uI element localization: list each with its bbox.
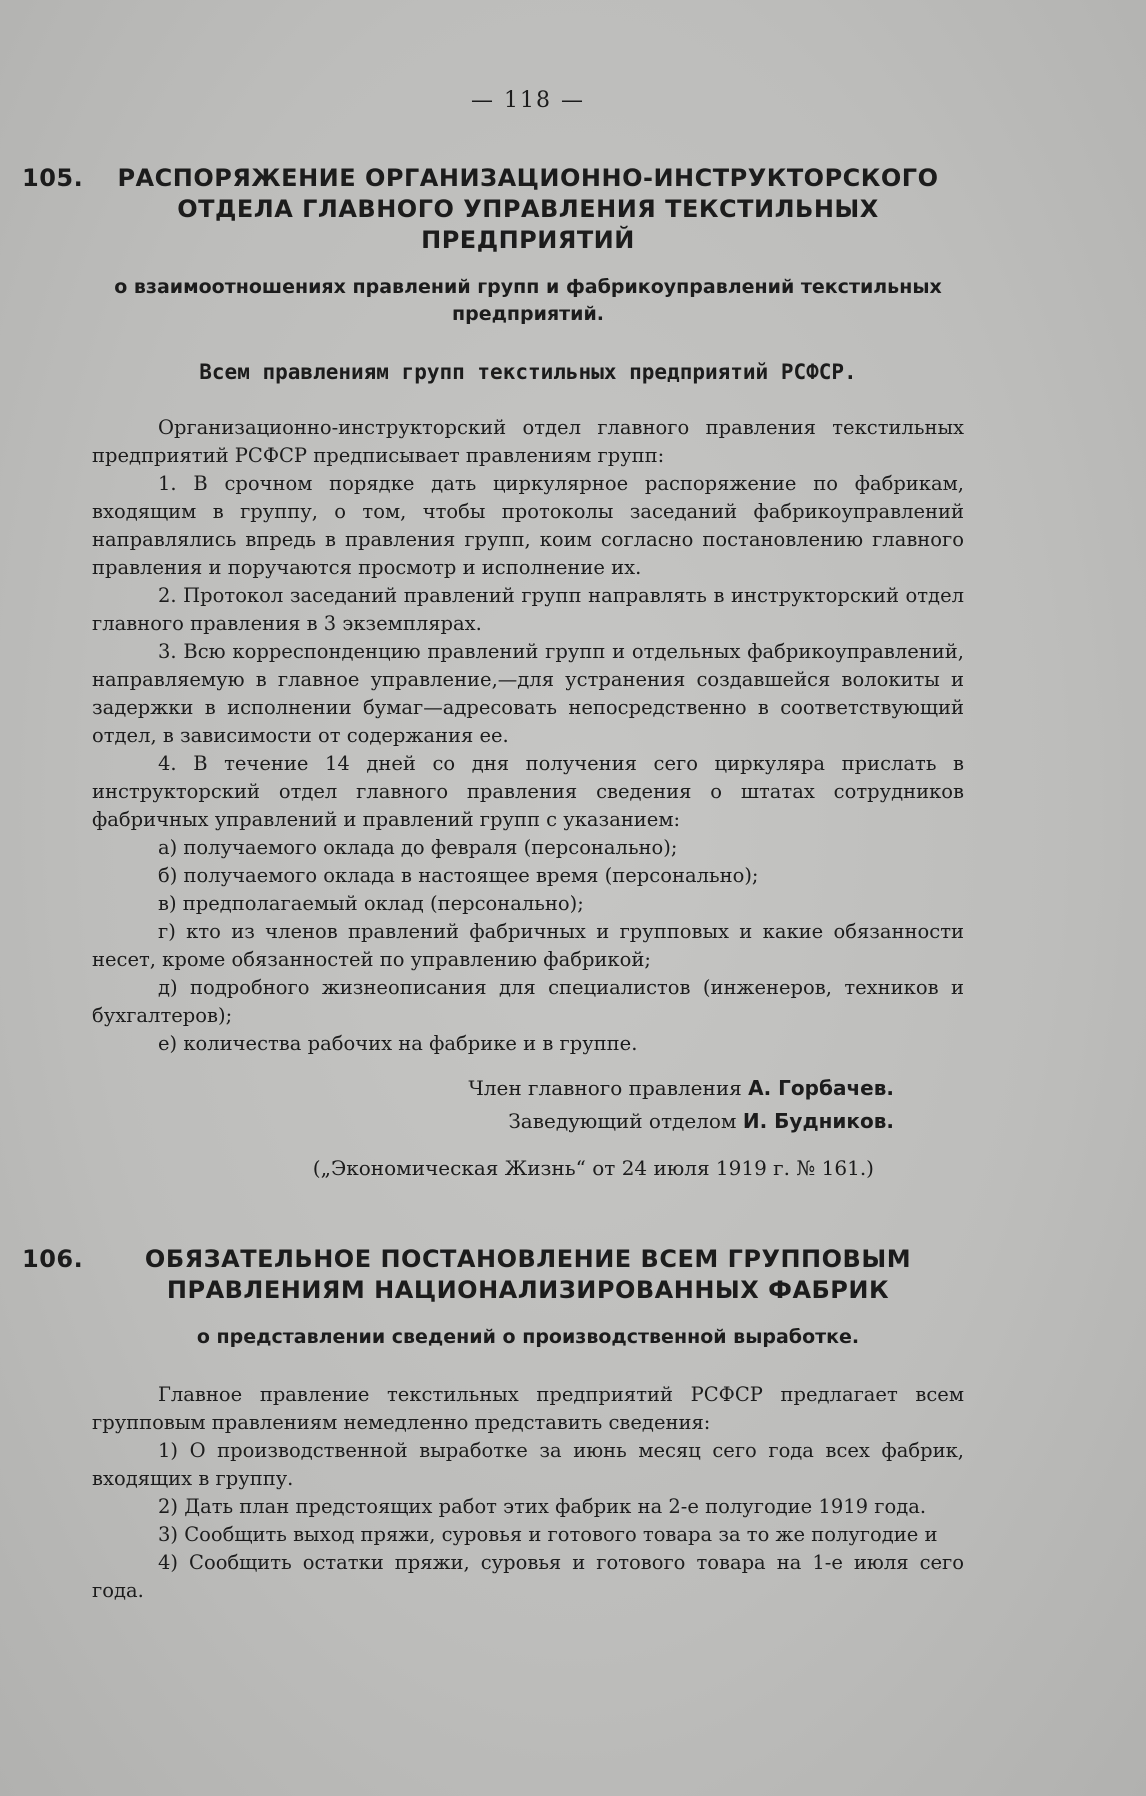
page-content (22, 88, 964, 1605)
section-106-title (22, 1244, 964, 1306)
signature-1-name: А. Горбачев. (748, 1076, 894, 1100)
section-106 (22, 1244, 964, 1605)
signature-1-role: Член главного правления (468, 1076, 742, 1100)
signature-2-role: Заведующий отделом (508, 1109, 737, 1133)
signature-2-name: И. Будников. (742, 1109, 894, 1133)
section-105-sub-e: е) количества рабочих на фабрике и в группе. (158, 1032, 638, 1055)
signatures (92, 1072, 964, 1138)
section-105-sub-g: г) кто из членов правлений фабричных и групповых и какие обязанности несет, кроме обязанностей по управлению фабрикой; (92, 920, 964, 971)
section-105-subtitle: о взаимоотношениях правлений групп и фабрикоуправлений текстильных предприятий. (114, 276, 942, 325)
section-105-number: 105. (22, 164, 84, 192)
section-106-item-3: 3) Сообщить выход пряжи, суровья и готового товара за то же полугодие и (158, 1523, 938, 1546)
section-106-number: 106. (22, 1245, 84, 1273)
section-106-item-1: 1) О производственной выработке за июнь месяц сего года всех фабрик, входящих в группу. (92, 1439, 964, 1490)
section-105-item-1: 1. В срочном порядке дать циркулярное распоряжение по фабрикам, входящим в группу, о том, чтобы протоколы заседаний фабрикоуправлений направлялись впредь в правления групп, коим согласно постановлению главного правления и поручаются просмотр и исполнение их. (92, 472, 964, 579)
section-105 (22, 163, 964, 1180)
section-106-item-4: 4) Сообщить остатки пряжи, суровья и готового товара на 1-е июля сего года. (92, 1551, 964, 1602)
section-105-addressee: Всем правлениям групп текстильных предприятий РСФСР. (199, 360, 857, 384)
section-105-item-2: 2. Протокол заседаний правлений групп направлять в инструкторский отдел главного правления в 3 экземплярах. (92, 584, 964, 635)
section-105-title (22, 163, 964, 256)
section-105-sub-a: а) получаемого оклада до февраля (персонально); (158, 836, 678, 859)
section-105-sub-v: в) предполагаемый оклад (персонально); (158, 892, 584, 915)
section-105-source: („Экономическая Жизнь“ от 24 июля 1919 г. № 161.) (312, 1156, 874, 1180)
section-105-item-3: 3. Всю корреспонденцию правлений групп и отдельных фабрикоуправлений, направляемую в главное управление,—для устранения создавшейся волокиты и задержки в исполнении бумаг—адресовать непосредственно в соответствующий отдел, в зависимости от содержания ее. (92, 640, 964, 747)
section-106-subtitle: о представлении сведений о производственной выработке. (196, 1326, 860, 1348)
section-105-title-text: РАСПОРЯЖЕНИЕ ОРГАНИЗАЦИОННО-ИНСТРУКТОРСКОГО ОТДЕЛА ГЛАВНОГО УПРАВЛЕНИЯ ТЕКСТИЛЬНЫХ ПРЕДПРИЯТИЙ (117, 164, 939, 254)
section-105-item-4: 4. В течение 14 дней со дня получения сего циркуляра прислать в инструкторский отдел главного правления сведения о штатах сотрудников фабричных управлений и правлений групп с указанием: (92, 752, 964, 831)
section-divider (92, 1180, 964, 1244)
page-number: — 118 — (471, 88, 585, 113)
section-105-intro: Организационно-инструкторский отдел главного правления текстильных предприятий РСФСР предписывает правлениям групп: (92, 416, 964, 467)
section-105-sub-d: д) подробного жизнеописания для специалистов (инженеров, техников и бухгалтеров); (92, 976, 964, 1027)
section-106-item-2: 2) Дать план предстоящих работ этих фабрик на 2-е полугодие 1919 года. (158, 1495, 927, 1518)
signature-2 (92, 1105, 894, 1138)
section-105-sub-b: б) получаемого оклада в настоящее время (персонально); (158, 864, 759, 887)
signature-1 (92, 1072, 894, 1105)
section-106-title-text: ОБЯЗАТЕЛЬНОЕ ПОСТАНОВЛЕНИЕ ВСЕМ ГРУППОВЫМ ПРАВЛЕНИЯМ НАЦИОНАЛИЗИРОВАННЫХ ФАБРИК (144, 1245, 912, 1304)
section-106-intro: Главное правление текстильных предприятий РСФСР предлагает всем групповым правлениям немедленно представить сведения: (92, 1383, 964, 1434)
